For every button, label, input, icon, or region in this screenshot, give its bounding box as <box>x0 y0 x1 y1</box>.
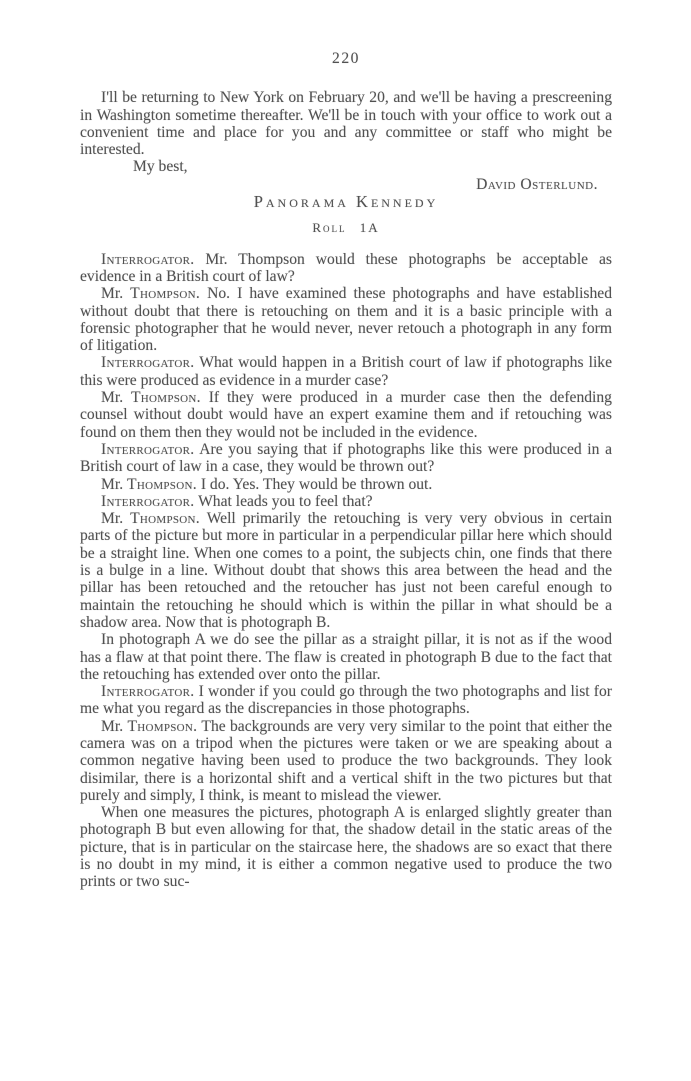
roll-heading: Roll 1A <box>312 220 380 236</box>
speaker-prefix: Mr. <box>101 717 128 735</box>
transcript-paragraph <box>80 251 612 286</box>
transcript-paragraph <box>80 441 612 476</box>
paragraph-text: I do. Yes. They would be thrown out. <box>196 475 433 493</box>
speaker-name: Interrogator. <box>101 354 195 372</box>
paragraph-text: The backgrounds are very very similar to the point that either the camera was on a tripod when the pictures were taken or we are speaking about a common negative having been used to produce the two backgrounds. They look disimilar, there is a horizontal shift and a vertical shift in the two pictures but that purely and simply, I think, is meant to mislead the viewer. <box>80 717 612 804</box>
transcript <box>80 251 612 891</box>
transcript-paragraph <box>80 476 612 493</box>
transcript-paragraph <box>80 285 612 354</box>
paragraph-text: Are you saying that if photographs like this were produced in a British court of law in a case, they would be thrown out? <box>80 440 612 476</box>
paragraph-text: I wonder if you could go through the two photographs and list for me what you regard as the discrepancies in those photographs. <box>80 683 612 718</box>
speaker-name: Thompson. <box>130 510 200 528</box>
transcript-paragraph <box>80 354 612 389</box>
transcript-paragraph <box>80 389 612 441</box>
letter-body-paragraph: I'll be returning to New York on February 20, and we'll be having a prescreening in Washington sometime thereafter. We'll be in touch with your office to work out a convenient time and place for you and any committee or staff who might be interested. <box>80 89 612 159</box>
paragraph-text: Mr. Thompson would these photographs be acceptable as evidence in a British court of law? <box>80 250 612 285</box>
speaker-name: Interrogator. <box>101 440 195 458</box>
transcript-paragraph <box>80 631 612 683</box>
speaker-name: Interrogator. <box>101 492 195 510</box>
letter-signature: David Osterlund. <box>476 175 598 193</box>
speaker-name: Thompson. <box>130 389 201 407</box>
transcript-paragraph <box>80 718 612 804</box>
speaker-prefix: Mr. <box>101 389 131 407</box>
paragraph-text: No. I have examined these photographs and have established without doubt that there is retouching on them and it is a basic principle with a forensic photographer that he would never, never retouch a photograph in any form of litigation. <box>80 285 612 355</box>
speaker-name: Interrogator. <box>101 683 195 701</box>
speaker-name: Interrogator. <box>101 250 195 268</box>
transcript-paragraph <box>80 493 612 510</box>
paragraph-text: If they were produced in a murder case then the defending counsel without doubt would have an expert examine them and if retouching was found on them then they would not be included in the evidence. <box>80 389 612 441</box>
page-number: 220 <box>332 50 360 67</box>
transcript-paragraph <box>80 510 612 631</box>
paragraph-text: What leads you to feel that? <box>194 492 373 510</box>
speaker-prefix: Mr. <box>101 475 127 493</box>
letter-closing: My best, <box>133 158 188 176</box>
document-title: Panorama Kennedy <box>253 192 439 212</box>
speaker-name: Thompson. <box>130 285 201 303</box>
paragraph-text: What would happen in a British court of law if photographs like this were produced as evidence in a murder case? <box>80 354 612 389</box>
paragraph-text: When one measures the pictures, photograph A is enlarged slightly greater than photograph B but even allowing for that, the shadow detail in the static areas of the picture, that is in particular on the staircase here, the shadows are so exact that there is no doubt in my mind, it is either a common negative used to produce the two prints or two suc- <box>80 804 612 891</box>
speaker-name: Thompson. <box>127 475 197 493</box>
speaker-name: Thompson. <box>127 717 198 735</box>
transcript-paragraph <box>80 683 612 718</box>
paragraph-text: Well primarily the retouching is very very obvious in certain parts of the picture but more in particular in a perpendicular pillar here which should be a straight line. When one comes to a point, the subjects chin, one finds that there is a bulge in a line. Without doubt that shows this area between the head and the pillar has been retouched and the retoucher has just not been careful enough to maintain the retouching he should which is within the pillar in what should be a shadow area. Now that is photograph B. <box>80 510 612 631</box>
transcript-paragraph <box>80 804 612 890</box>
paragraph-text: In photograph A we do see the pillar as a straight pillar, it is not as if the wood has a flaw at that point there. The flaw is created in photograph B due to the fact that the retouching has extended over onto the pillar. <box>80 631 612 683</box>
speaker-prefix: Mr. <box>101 510 131 528</box>
speaker-prefix: Mr. <box>101 285 131 303</box>
